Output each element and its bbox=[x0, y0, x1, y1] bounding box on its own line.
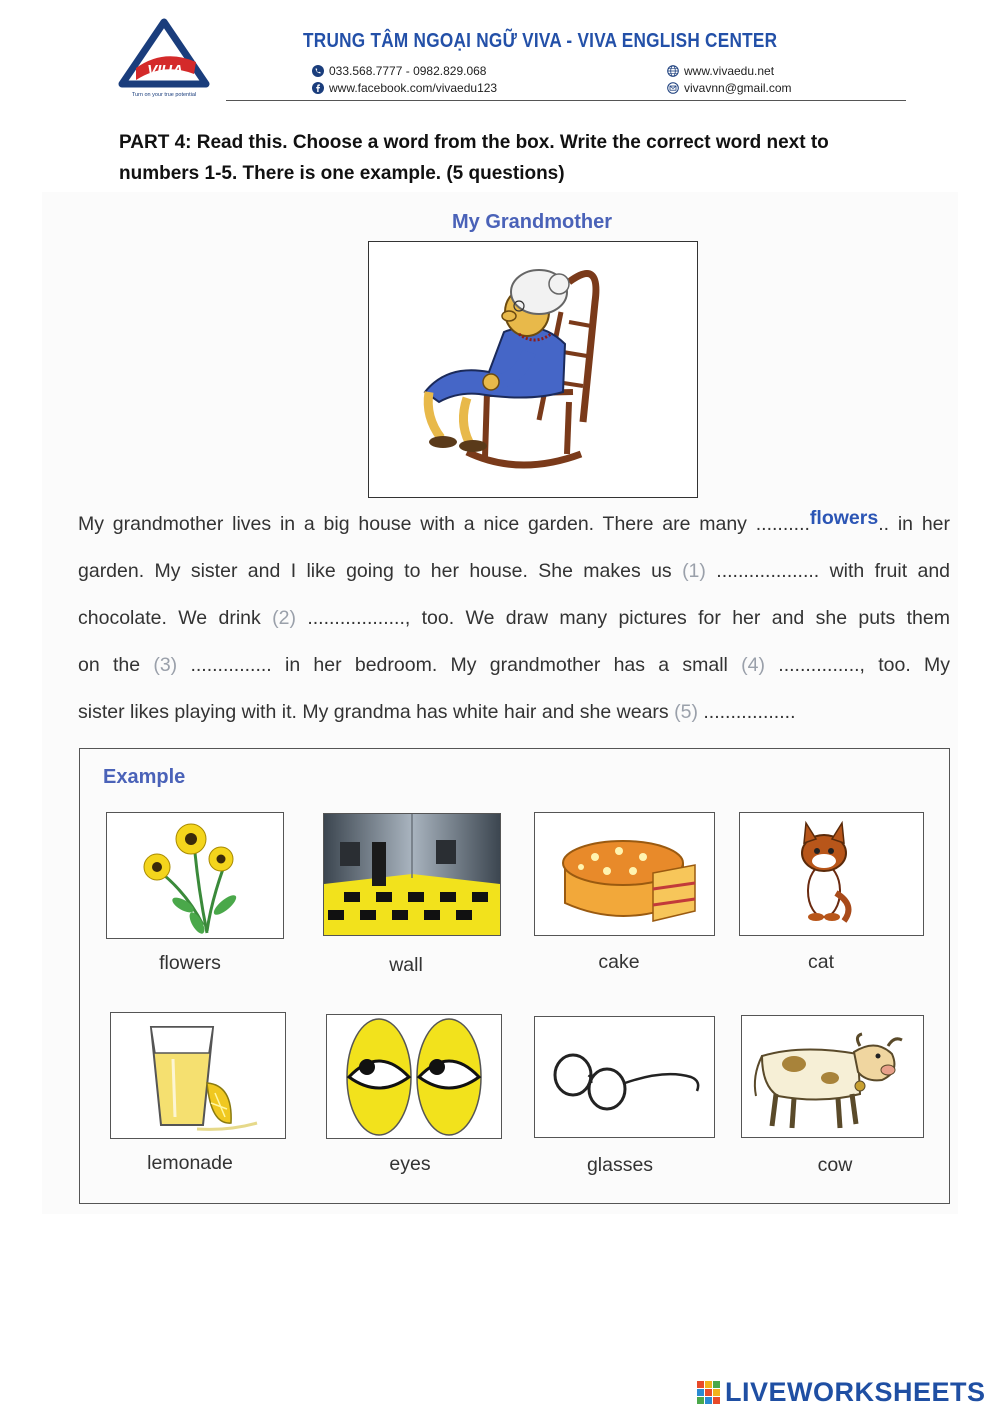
question-number-5: (5) bbox=[674, 701, 698, 723]
word-card-cow bbox=[741, 1015, 924, 1138]
grandmother-rocking-chair-icon bbox=[369, 242, 697, 497]
instructions bbox=[119, 127, 919, 189]
text-segment: too. We draw many pictures for her and she puts them bbox=[421, 607, 950, 629]
word-card-eyes bbox=[326, 1014, 502, 1139]
word-card-cat bbox=[739, 812, 924, 936]
text-segment: in her bbox=[897, 513, 950, 535]
text-segment: garden. My sister and I like going to her house. She makes us bbox=[78, 560, 672, 582]
text-segment: chocolate. We drink bbox=[78, 607, 261, 629]
question-number-3: (3) bbox=[153, 654, 178, 676]
text-segment: My grandmother lives in a big house with a nice garden. There are many bbox=[78, 513, 747, 535]
answer-blank-1[interactable]: ................... bbox=[716, 560, 820, 582]
email-link[interactable]: vivavnn@gmail.com bbox=[684, 81, 792, 95]
answer-blank-example-end: .. bbox=[878, 513, 890, 535]
passage-line-5: sister likes playing with it. My grandma has white hair and she wears (5) ................. bbox=[78, 701, 796, 723]
facebook-link[interactable]: www.facebook.com/vivaedu123 bbox=[329, 81, 498, 95]
passage-line-2 bbox=[78, 560, 950, 583]
passage-line-4 bbox=[78, 654, 950, 677]
wall-icon bbox=[324, 814, 500, 935]
center-name: TRUNG TÂM NGOẠI NGỮ VIVA - VIVA ENGLISH CENTER bbox=[303, 30, 778, 52]
cow-icon bbox=[742, 1016, 923, 1137]
facebook-icon bbox=[312, 82, 324, 94]
text-segment: sister likes playing with it. My grandma has white hair and she wears bbox=[78, 701, 669, 723]
liveworksheets-grid-icon bbox=[697, 1381, 721, 1405]
word-flowers: flowers bbox=[159, 952, 221, 974]
liveworksheets-brand: LIVEWORKSHEETS bbox=[725, 1377, 986, 1407]
answer-blank-3[interactable]: ............... bbox=[190, 654, 272, 676]
instructions-line-1: PART 4: Read this. Choose a word from the box. Write the correct word next to bbox=[119, 132, 829, 153]
phone-number: 033.568.7777 - 0982.829.068 bbox=[329, 64, 487, 78]
phone-icon bbox=[312, 65, 324, 77]
text-segment: in her bedroom. My grandmother has a small bbox=[284, 654, 728, 676]
eyes-icon bbox=[327, 1015, 501, 1138]
phone-contact bbox=[312, 64, 486, 78]
word-wall: wall bbox=[389, 954, 423, 976]
header-divider bbox=[226, 100, 906, 101]
word-cat: cat bbox=[807, 951, 834, 973]
answer-blank-5[interactable]: ................ bbox=[703, 701, 791, 723]
email-icon bbox=[667, 82, 679, 94]
story-title: My Grandmother bbox=[451, 211, 613, 233]
website-link[interactable]: www.vivaedu.net bbox=[684, 64, 775, 78]
globe-icon bbox=[667, 65, 679, 77]
word-lemonade: lemonade bbox=[147, 1152, 233, 1174]
cake-icon bbox=[535, 813, 714, 935]
passage-line-1 bbox=[78, 507, 950, 536]
website-contact bbox=[667, 64, 774, 78]
cat-icon bbox=[740, 813, 923, 935]
text-segment: on the bbox=[78, 654, 141, 676]
question-number-2: (2) bbox=[272, 607, 296, 629]
liveworksheets-logo bbox=[697, 1377, 986, 1408]
word-cow: cow bbox=[817, 1154, 853, 1176]
viva-triangle-icon bbox=[118, 18, 210, 88]
logo-text: VIUA bbox=[147, 62, 183, 79]
word-glasses: glasses bbox=[586, 1154, 654, 1176]
facebook-contact bbox=[312, 81, 497, 95]
answer-blank-2[interactable]: .................., bbox=[307, 607, 411, 629]
question-number-4: (4) bbox=[741, 654, 766, 676]
word-card-cake bbox=[534, 812, 715, 936]
text-segment: too. My bbox=[878, 654, 951, 676]
word-card-wall bbox=[323, 813, 501, 936]
word-card-lemonade bbox=[110, 1012, 286, 1139]
grandmother-picture bbox=[368, 241, 698, 498]
email-contact bbox=[667, 81, 792, 95]
word-card-flowers bbox=[106, 812, 284, 939]
example-answer: flowers bbox=[809, 507, 879, 529]
word-cake: cake bbox=[598, 951, 640, 973]
instructions-line-2: numbers 1-5. There is one example. (5 questions) bbox=[119, 163, 565, 184]
word-eyes: eyes bbox=[389, 1153, 431, 1175]
flowers-icon bbox=[107, 813, 283, 938]
example-label: Example bbox=[103, 766, 186, 788]
logo-tagline: Turn on your true potential bbox=[131, 92, 197, 98]
text-segment: with fruit and bbox=[829, 560, 951, 582]
glasses-icon bbox=[535, 1017, 714, 1137]
answer-blank-4[interactable]: ..............., bbox=[778, 654, 865, 676]
passage-line-3 bbox=[78, 607, 950, 630]
question-number-1: (1) bbox=[682, 560, 706, 582]
viva-logo bbox=[118, 18, 210, 102]
word-card-glasses bbox=[534, 1016, 715, 1138]
lemonade-icon bbox=[111, 1013, 285, 1138]
answer-blank-example: .......... bbox=[755, 513, 810, 535]
